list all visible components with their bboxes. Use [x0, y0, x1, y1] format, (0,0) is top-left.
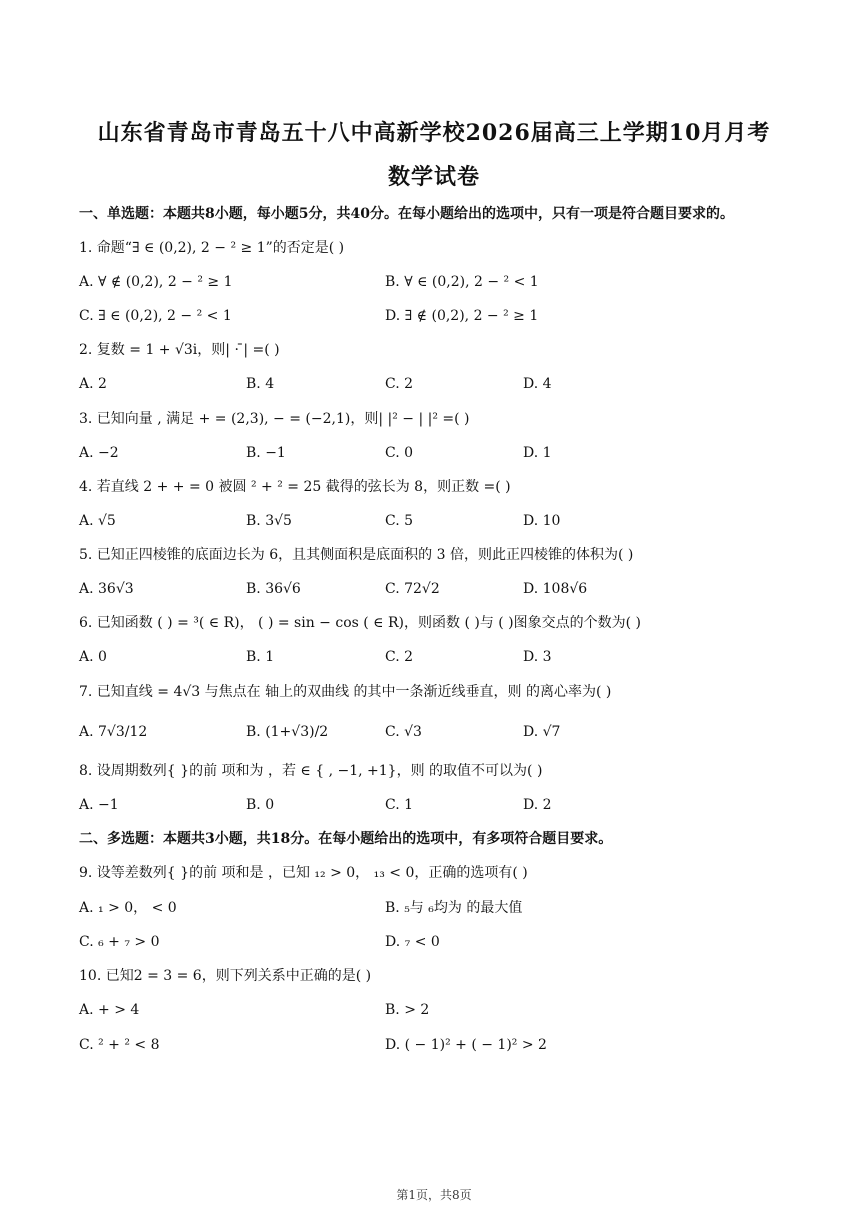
q8-option-b: B. 0: [246, 797, 275, 813]
exam-title: 山东省青岛市青岛五十八中高新学校2026届高三上学期10月月考: [97, 120, 771, 146]
q10-option-a: A. + > 4: [79, 1002, 140, 1018]
q2-option-b: B. 4: [246, 376, 275, 392]
q8-option-d: D. 2: [523, 797, 552, 813]
section-heading-multi-choice: 二、多选题：本题共3小题，共18分。在每小题给出的选项中，有多项符合题目要求。: [79, 831, 613, 847]
q2-option-d: D. 4: [523, 376, 552, 392]
q7-option-c: C. √3: [385, 724, 422, 740]
q10-option-d: D. ( − 1)² + ( − 1)² > 2: [385, 1037, 547, 1053]
q4-option-b: B. 3√5: [246, 513, 292, 529]
q1-option-c: C. ∃ ∈ (0,2), 2 − ² < 1: [79, 308, 232, 324]
question-2: 2. 复数 = 1 + √3i，则| · ̄| =( ): [79, 342, 280, 358]
q3-option-b: B. −1: [246, 445, 286, 461]
q4-option-a: A. √5: [79, 513, 116, 529]
q4-option-c: C. 5: [385, 513, 414, 529]
q9-option-d: D. ₇ < 0: [385, 934, 440, 950]
q3-option-d: D. 1: [523, 445, 552, 461]
q1-option-a: A. ∀ ∉ (0,2), 2 − ² ≥ 1: [79, 274, 233, 290]
q9-option-c: C. ₆ + ₇ > 0: [79, 934, 160, 950]
q9-option-a: A. ₁ > 0， < 0: [79, 900, 177, 916]
q1-option-b: B. ∀ ∈ (0,2), 2 − ² < 1: [385, 274, 539, 290]
q8-option-c: C. 1: [385, 797, 414, 813]
q5-option-d: D. 108√6: [523, 581, 588, 597]
q2-option-c: C. 2: [385, 376, 414, 392]
question-7: 7. 已知直线 = 4√3 与焦点在 轴上的双曲线 的其中一条渐近线垂直，则 的离心率为( ): [79, 684, 612, 700]
question-4: 4. 若直线 2 + + = 0 被圆 ² + ² = 25 截得的弦长为 8，则正数 =( ): [79, 479, 511, 495]
q6-option-d: D. 3: [523, 649, 552, 665]
question-9: 9. 设等差数列{ }的前 项和是 ，已知 ₁₂ > 0， ₁₃ < 0，正确的选项有( ): [79, 865, 528, 881]
q8-option-a: A. −1: [79, 797, 119, 813]
q4-option-d: D. 10: [523, 513, 561, 529]
exam-subtitle: 数学试卷: [387, 164, 480, 190]
q7-option-a: A. 7√3/12: [79, 724, 148, 740]
q3-option-c: C. 0: [385, 445, 414, 461]
q6-option-a: A. 0: [79, 649, 107, 665]
section-heading-single-choice: 一、单选题：本题共8小题，每小题5分，共40分。在每小题给出的选项中，只有一项是符合题目要求的。: [79, 206, 734, 222]
q5-option-a: A. 36√3: [79, 581, 134, 597]
q5-option-b: B. 36√6: [246, 581, 301, 597]
question-10: 10. 已知2 = 3 = 6，则下列关系中正确的是( ): [79, 968, 372, 984]
question-8: 8. 设周期数列{ }的前 项和为 ，若 ∈ { , −1, +1}，则 的取值不可以为( ): [79, 763, 543, 779]
q10-option-c: C. ² + ² < 8: [79, 1037, 160, 1053]
question-6: 6. 已知函数 ( ) = ³( ∈ R)， ( ) = sin − cos ( ∈ R)，则函数 ( )与 ( )图象交点的个数为( ): [79, 615, 642, 631]
q3-option-a: A. −2: [79, 445, 119, 461]
q6-option-b: B. 1: [246, 649, 275, 665]
q1-option-d: D. ∃ ∉ (0,2), 2 − ² ≥ 1: [385, 308, 539, 324]
q7-option-b: B. (1+√3)/2: [246, 724, 329, 740]
question-1: 1. 命题“∃ ∈ (0,2), 2 − ² ≥ 1”的否定是( ): [79, 240, 345, 256]
q2-option-a: A. 2: [79, 376, 107, 392]
q10-option-b: B. > 2: [385, 1002, 430, 1018]
question-3: 3. 已知向量 , 满足 + = (2,3), − = (−2,1)，则| |² − | |² =( ): [79, 411, 470, 427]
page-footer: 第1页，共8页: [396, 1188, 472, 1202]
q6-option-c: C. 2: [385, 649, 414, 665]
q9-option-b: B. ₅与 ₆均为 的最大值: [385, 900, 523, 916]
q7-option-d: D. √7: [523, 724, 561, 740]
q5-option-c: C. 72√2: [385, 581, 440, 597]
question-5: 5. 已知正四棱锥的底面边长为 6，且其侧面积是底面积的 3 倍，则此正四棱锥的体积为( ): [79, 547, 634, 563]
